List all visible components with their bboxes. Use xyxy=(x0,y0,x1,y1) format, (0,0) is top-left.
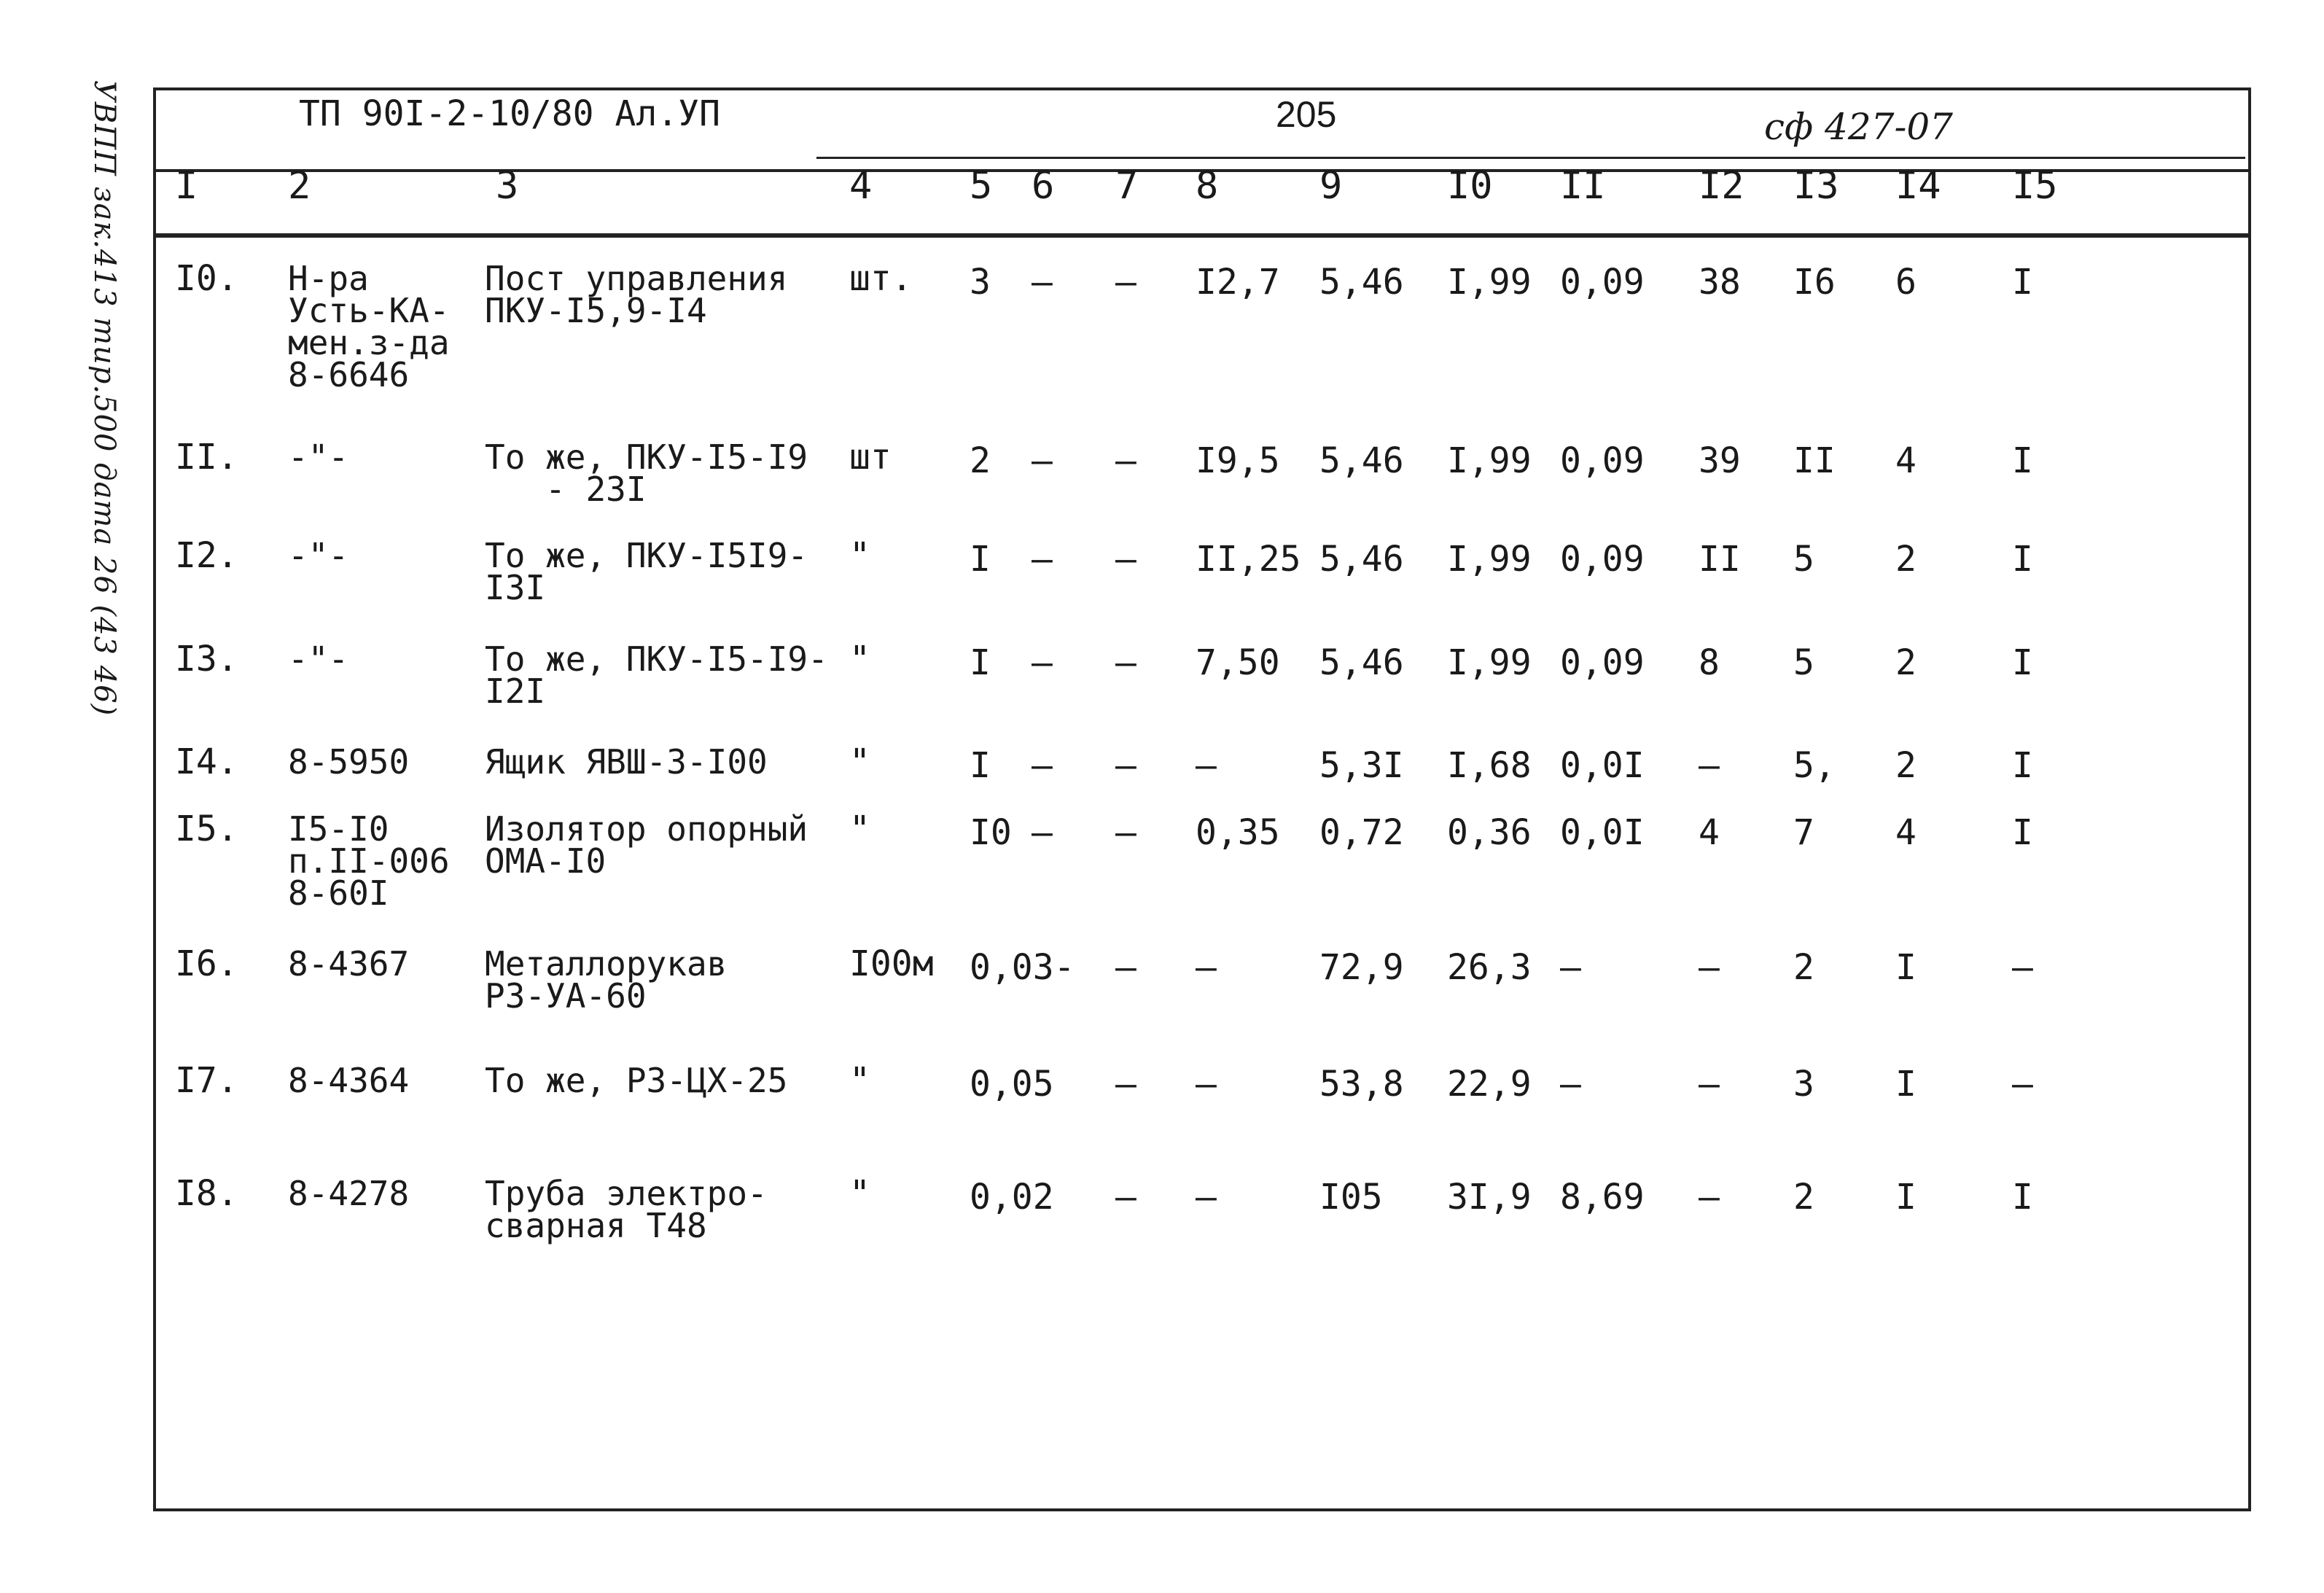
column-header-8: 8 xyxy=(1196,164,1219,208)
cell-col-14: 2 xyxy=(1895,642,1916,683)
cell-col-10: I,99 xyxy=(1447,642,1532,683)
cell-catalog-code: 8-4278 xyxy=(288,1174,410,1213)
cell-col-9: 5,46 xyxy=(1319,262,1404,303)
cell-col-14: 6 xyxy=(1895,262,1916,303)
cell-col-10: I,68 xyxy=(1447,745,1532,786)
cell-unit: шт xyxy=(849,437,892,478)
cell-row-number: I7. xyxy=(175,1060,238,1101)
cell-item-name: То же, РЗ-ЦХ-25 xyxy=(485,1061,788,1100)
cell-col-14: I xyxy=(1895,947,1916,988)
cell-col-11: 0,09 xyxy=(1560,539,1645,580)
cell-row-number: II. xyxy=(175,437,238,478)
cell-col-7: – xyxy=(1115,440,1136,481)
cell-row-number: I5. xyxy=(175,809,238,849)
cell-col-13: 7 xyxy=(1793,812,1814,853)
cell-col-5: 2 xyxy=(970,440,991,481)
cell-col-11: 0,09 xyxy=(1560,642,1645,683)
cell-catalog-code: Н-ра Усть-КА- мен.з-да 8-6646 xyxy=(288,259,450,394)
cell-col-11: 0,09 xyxy=(1560,262,1645,303)
cell-col-9: 72,9 xyxy=(1319,947,1404,988)
cell-col-8: 7,50 xyxy=(1196,642,1280,683)
cell-col-12: II xyxy=(1699,539,1741,580)
cell-item-name: Металлорукав РЗ-УА-60 xyxy=(485,944,728,1016)
cell-col-12: – xyxy=(1699,745,1720,786)
cell-col-8: – xyxy=(1196,947,1217,988)
cell-item-name: То же, ПКУ-I5-I9 - 23I xyxy=(485,437,808,509)
cell-col-6: – xyxy=(1032,539,1053,580)
cell-col-15: I xyxy=(2012,539,2033,580)
cell-col-14: 2 xyxy=(1895,539,1916,580)
cell-col-9: 5,46 xyxy=(1319,539,1404,580)
cell-unit: " xyxy=(849,535,870,576)
cell-col-13: 2 xyxy=(1793,947,1814,988)
document-code: ТП 90I-2-10/80 Ал.УП xyxy=(299,93,720,134)
cell-col-6: – xyxy=(1032,262,1053,303)
cell-col-15: I xyxy=(2012,642,2033,683)
cell-col-15: – xyxy=(2012,947,2033,988)
cell-item-name: Пост управления ПКУ-I5,9-I4 xyxy=(485,259,788,330)
cell-col-11: – xyxy=(1560,947,1581,988)
cell-col-9: 0,72 xyxy=(1319,812,1404,853)
column-header-10: I0 xyxy=(1447,164,1493,208)
cell-col-8: 0,35 xyxy=(1196,812,1280,853)
cell-row-number: I0. xyxy=(175,258,238,299)
cell-col-12: – xyxy=(1699,1177,1720,1218)
cell-col-9: 53,8 xyxy=(1319,1064,1404,1105)
cell-col-10: I,99 xyxy=(1447,539,1532,580)
cell-col-11: 0,0I xyxy=(1560,745,1645,786)
cell-col-15: I xyxy=(2012,745,2033,786)
page-number: 205 xyxy=(1276,94,1337,135)
cell-col-8: – xyxy=(1196,1064,1217,1105)
cell-catalog-code: 8-4364 xyxy=(288,1061,410,1100)
column-header-9: 9 xyxy=(1319,164,1343,208)
cell-unit: I00м xyxy=(849,943,934,984)
cell-catalog-code: 8-4367 xyxy=(288,944,410,984)
cell-col-9: 5,3I xyxy=(1319,745,1404,786)
cell-col-11: 8,69 xyxy=(1560,1177,1645,1218)
cell-col-11: 0,09 xyxy=(1560,440,1645,481)
cell-col-5: I xyxy=(970,642,991,683)
column-header-7: 7 xyxy=(1115,164,1139,208)
cell-col-6: – xyxy=(1032,812,1053,853)
cell-col-15: I xyxy=(2012,262,2033,303)
cell-col-12: 38 xyxy=(1699,262,1741,303)
cell-col-7: – xyxy=(1115,947,1136,988)
cell-col-12: 8 xyxy=(1699,642,1720,683)
cell-col-7: – xyxy=(1115,642,1136,683)
column-header-1: I xyxy=(175,164,198,208)
cell-col-7: – xyxy=(1115,1177,1136,1218)
cell-col-11: – xyxy=(1560,1064,1581,1105)
cell-col-14: 4 xyxy=(1895,440,1916,481)
cell-col-10: 3I,9 xyxy=(1447,1177,1532,1218)
cell-col-5: I xyxy=(970,745,991,786)
cell-catalog-code: -"- xyxy=(288,536,349,575)
column-header-6: 6 xyxy=(1032,164,1055,208)
cell-row-number: I2. xyxy=(175,535,238,576)
cell-col-13: 5, xyxy=(1793,745,1836,786)
column-header-13: I3 xyxy=(1793,164,1839,208)
column-header-2: 2 xyxy=(288,164,311,208)
cell-col-7: – xyxy=(1115,262,1136,303)
column-header-14: I4 xyxy=(1895,164,1941,208)
cell-col-12: – xyxy=(1699,947,1720,988)
cell-col-9: I05 xyxy=(1319,1177,1383,1218)
cell-unit: шт. xyxy=(849,258,913,299)
body-top-rule xyxy=(153,233,2248,238)
cell-col-8: I9,5 xyxy=(1196,440,1280,481)
cell-col-13: I6 xyxy=(1793,262,1836,303)
cell-col-5: I xyxy=(970,539,991,580)
cell-row-number: I3. xyxy=(175,639,238,679)
cell-item-name: Ящик ЯВШ-3-I00 xyxy=(485,742,768,782)
cell-col-9: 5,46 xyxy=(1319,440,1404,481)
cell-unit: " xyxy=(849,639,870,679)
cell-catalog-code: -"- xyxy=(288,437,349,477)
cell-col-12: 4 xyxy=(1699,812,1720,853)
cell-col-11: 0,0I xyxy=(1560,812,1645,853)
cell-col-10: I,99 xyxy=(1447,262,1532,303)
margin-stamp: УВПП зак.413 тир.500 дата 26 (43 46) xyxy=(87,80,121,717)
cell-col-8: I2,7 xyxy=(1196,262,1280,303)
cell-item-name: Изолятор опорный ОМА-I0 xyxy=(485,809,808,881)
cell-col-14: I xyxy=(1895,1177,1916,1218)
column-header-12: I2 xyxy=(1699,164,1744,208)
cell-item-name: То же, ПКУ-I5-I9- I2I xyxy=(485,639,828,711)
cell-unit: " xyxy=(849,1060,870,1101)
cell-col-5: I0 xyxy=(970,812,1012,853)
cell-col-5: 3 xyxy=(970,262,991,303)
cell-col-13: 3 xyxy=(1793,1064,1814,1105)
cell-col-13: II xyxy=(1793,440,1836,481)
sheet-annotation: сф 427-07 xyxy=(1764,106,1953,148)
cell-col-14: 4 xyxy=(1895,812,1916,853)
cell-col-13: 5 xyxy=(1793,642,1814,683)
cell-col-7: – xyxy=(1115,745,1136,786)
cell-col-8: – xyxy=(1196,1177,1217,1218)
cell-item-name: Труба электро- сварная Т48 xyxy=(485,1174,768,1245)
cell-col-10: 26,3 xyxy=(1447,947,1532,988)
column-header-11: II xyxy=(1560,164,1606,208)
cell-col-7: – xyxy=(1115,812,1136,853)
cell-col-13: 5 xyxy=(1793,539,1814,580)
cell-col-8: II,25 xyxy=(1196,539,1301,580)
cell-col-5: 0,03- xyxy=(970,947,1075,988)
cell-catalog-code: I5-I0 п.II-006 8-60I xyxy=(288,809,450,913)
cell-col-15: – xyxy=(2012,1064,2033,1105)
cell-col-8: – xyxy=(1196,745,1217,786)
cell-col-13: 2 xyxy=(1793,1177,1814,1218)
column-header-4: 4 xyxy=(849,164,873,208)
cell-unit: " xyxy=(849,809,870,849)
cell-col-9: 5,46 xyxy=(1319,642,1404,683)
cell-row-number: I4. xyxy=(175,741,238,782)
column-header-5: 5 xyxy=(970,164,993,208)
cell-col-14: 2 xyxy=(1895,745,1916,786)
cell-catalog-code: -"- xyxy=(288,639,349,679)
cell-col-10: I,99 xyxy=(1447,440,1532,481)
cell-col-6: – xyxy=(1032,642,1053,683)
cell-catalog-code: 8-5950 xyxy=(288,742,410,782)
cell-col-5: 0,02 xyxy=(970,1177,1054,1218)
cell-row-number: I6. xyxy=(175,943,238,984)
cell-col-15: I xyxy=(2012,812,2033,853)
cell-col-7: – xyxy=(1115,539,1136,580)
cell-item-name: То же, ПКУ-I5I9- I3I xyxy=(485,536,808,607)
cell-col-12: – xyxy=(1699,1064,1720,1105)
column-header-15: I5 xyxy=(2012,164,2058,208)
header-divider xyxy=(816,157,2245,159)
cell-col-5: 0,05 xyxy=(970,1064,1054,1105)
cell-col-6: – xyxy=(1032,745,1053,786)
cell-col-7: – xyxy=(1115,1064,1136,1105)
column-header-3: 3 xyxy=(496,164,519,208)
cell-col-15: I xyxy=(2012,1177,2033,1218)
cell-col-10: 0,36 xyxy=(1447,812,1532,853)
cell-col-6: – xyxy=(1032,440,1053,481)
cell-col-15: I xyxy=(2012,440,2033,481)
cell-col-10: 22,9 xyxy=(1447,1064,1532,1105)
cell-unit: " xyxy=(849,741,870,782)
cell-unit: " xyxy=(849,1173,870,1214)
cell-col-12: 39 xyxy=(1699,440,1741,481)
cell-row-number: I8. xyxy=(175,1173,238,1214)
cell-col-14: I xyxy=(1895,1064,1916,1105)
